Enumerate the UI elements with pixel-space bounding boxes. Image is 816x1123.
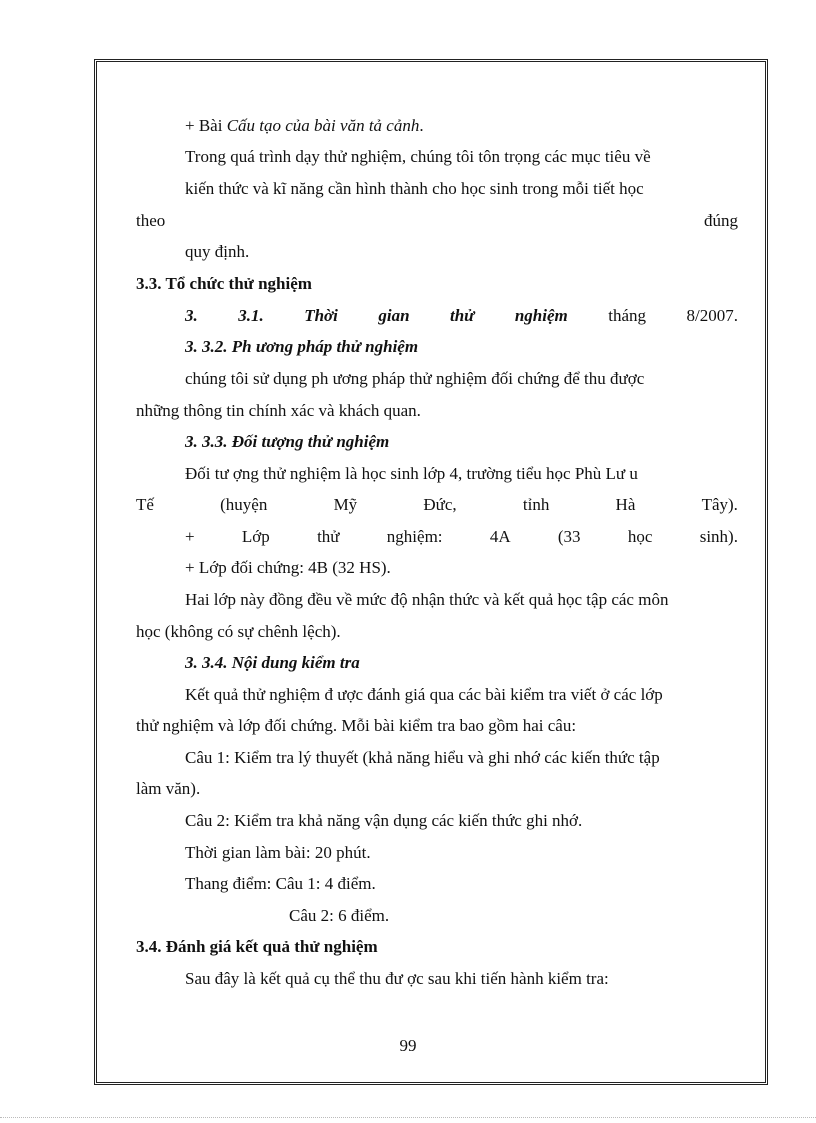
text-line-3: kiến thức và kĩ năng cần hình thành cho học sinh trong mỗi tiết học — [185, 179, 644, 198]
word: thử — [450, 306, 475, 325]
text-line-8: chúng tôi sử dụng ph ương pháp thử nghiệm đối chứng để thu được — [185, 369, 645, 388]
heading-3-3-1 — [185, 306, 738, 326]
word: nghiệm: — [386, 527, 443, 546]
word: thử — [317, 527, 340, 546]
word: Tế — [136, 495, 154, 514]
text-line-11: Đối tư ợng thử nghiệm là học sinh lớp 4, trường tiểu học Phù Lư u — [185, 464, 638, 483]
text-line-19: thử nghiệm và lớp đối chứng. Mỗi bài kiểm tra bao gồm hai câu: — [136, 716, 577, 735]
word: Mỹ — [333, 495, 358, 514]
text-line-9: những thông tin chính xác và khách quan. — [136, 401, 421, 420]
text-line-13 — [185, 527, 738, 547]
text-line-27: Sau đây là kết quả cụ thể thu đư ợc sau khi tiến hành kiểm tra: — [185, 969, 609, 988]
text-line-2: Trong quá trình dạy thử nghiệm, chúng tôi tôn trọng các mục tiêu về — [185, 147, 651, 166]
word: đúng — [704, 211, 738, 230]
text-line-14: + Lớp đối chứng: 4B (32 HS). — [185, 558, 391, 577]
heading-3-3-4: 3. 3.4. Nội dung kiểm tra — [185, 653, 360, 672]
word: theo — [136, 211, 166, 230]
word: sinh). — [699, 527, 738, 546]
heading-3-3: 3.3. Tổ chức thử nghiệm — [136, 274, 312, 293]
word: Tây). — [701, 495, 738, 514]
text-line-5: quy định. — [185, 242, 250, 261]
text-line-16: học (không có sự chênh lệch). — [136, 622, 341, 641]
word: nghiệm — [514, 306, 568, 325]
word: Hà — [615, 495, 636, 514]
word: Đức, — [423, 495, 457, 514]
text-line-4 — [136, 211, 738, 231]
word: 3.1. — [238, 306, 264, 325]
word: Thời — [304, 306, 338, 325]
heading-3-3-3: 3. 3.3. Đối tượng thử nghiệm — [185, 432, 390, 451]
text-prefix: + Bài — [185, 116, 227, 135]
word: 3. — [185, 306, 198, 325]
text-line-21: làm văn). — [136, 779, 201, 798]
page-number: 99 — [399, 1036, 417, 1055]
heading-3-4: 3.4. Đánh giá kết quả thử nghiệm — [136, 937, 378, 956]
text-line-23: Thời gian làm bài: 20 phút. — [185, 843, 371, 862]
text-line-12 — [136, 495, 738, 515]
word: tháng — [608, 306, 646, 325]
text-line-15: Hai lớp này đồng đều về mức độ nhận thức và kết quả học tập các môn — [185, 590, 669, 609]
word: tỉnh — [522, 495, 550, 514]
heading-3-3-2: 3. 3.2. Ph ương pháp thử nghiệm — [185, 337, 419, 356]
text-line-20: Câu 1: Kiểm tra lý thuyết (khả năng hiểu và ghi nhớ các kiến thức tập — [185, 748, 660, 767]
text-period: . — [419, 116, 424, 135]
text-line-25: Câu 2: 6 điểm. — [289, 906, 390, 925]
text-line-22: Câu 2: Kiểm tra khả năng vận dụng các kiến thức ghi nhớ. — [185, 811, 583, 830]
word: gian — [378, 306, 410, 325]
text-line-24: Thang điểm: Câu 1: 4 điểm. — [185, 874, 376, 893]
word: học — [627, 527, 653, 546]
text-line-1 — [185, 116, 424, 136]
word: (33 — [557, 527, 581, 546]
footer-divider — [0, 1117, 816, 1118]
word: 4A — [489, 527, 511, 546]
word: + — [185, 527, 195, 546]
word: 8/2007. — [686, 306, 738, 325]
word: (huyện — [220, 495, 268, 514]
lesson-title: Cấu tạo của bài văn tả cảnh — [226, 116, 420, 135]
word: Lớp — [241, 527, 270, 546]
text-line-18: Kết quả thử nghiệm đ ược đánh giá qua các bài kiểm tra viết ở các lớp — [185, 685, 663, 704]
